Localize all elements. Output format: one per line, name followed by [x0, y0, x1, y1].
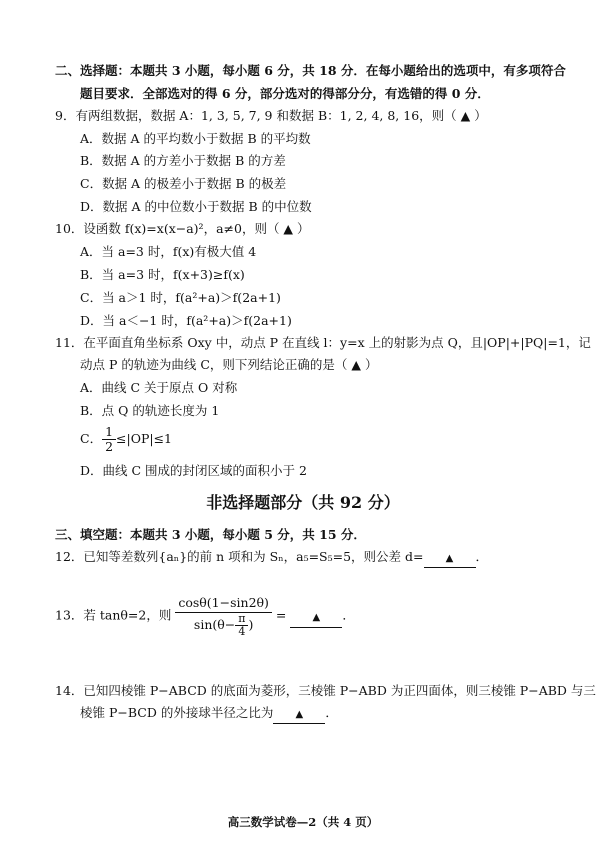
question-12 — [55, 549, 488, 568]
fraction-denominator: 2 — [105, 439, 114, 454]
section2-heading-line2: 题目要求．全部选对的得 6 分，部分选对的得部分分，有选错的得 0 分． — [80, 86, 490, 101]
denominator-post: ) — [248, 617, 254, 632]
option-text: ≤|OP|≤1 — [116, 431, 173, 446]
question-number: 11． — [55, 335, 84, 350]
page-footer: 高三数学试卷—2（共 4 页） — [227, 815, 379, 829]
question-stem: 已知等差数列{aₙ}的前 n 项和为 Sₙ，a₅=S₅=5，则公差 d= — [83, 549, 424, 564]
question-11 — [55, 335, 591, 351]
question-stem-line2: 动点 P 的轨迹为曲线 C，则下列结论正确的是（ ▲ ） — [80, 357, 378, 372]
question-number: 13． — [55, 607, 84, 623]
question-stem-line2: 棱锥 P−BCD 的外接球半径之比为 — [80, 705, 274, 720]
option-label: C． — [80, 431, 103, 446]
equals-sign: = — [275, 607, 287, 623]
question-end: ． — [475, 549, 489, 564]
q10-option-a: A．当 a=3 时，f(x)有极大值 4 — [80, 244, 257, 259]
question-stem-line1: 已知四棱锥 P−ABCD 的底面为菱形，三棱锥 P−ABD 为正四面体，则三棱锥 P−ABD 与三 — [83, 683, 596, 698]
question-9 — [55, 108, 487, 124]
part-title: 非选择题部分（共 92 分） — [206, 493, 400, 512]
q9-option-b: B．数据 A 的方差小于数据 B 的方差 — [80, 153, 286, 168]
question-number: 12． — [55, 549, 84, 564]
denominator-pre: sin(θ− — [193, 617, 236, 632]
pi-numerator: π — [238, 612, 246, 625]
q9-option-c: C．数据 A 的极差小于数据 B 的极差 — [80, 176, 287, 191]
q11-option-d: D．曲线 C 围成的封闭区域的面积小于 2 — [80, 463, 307, 478]
q10-option-c: C．当 a＞1 时，f(a²+a)＞f(2a+1) — [80, 290, 281, 305]
pi-fraction — [235, 613, 248, 638]
fraction — [102, 425, 116, 454]
answer-blank: ▲ — [273, 707, 325, 724]
question-number: 14． — [55, 683, 84, 698]
question-stem: 有两组数据，数据 A：1, 3, 5, 7, 9 和数据 B：1, 2, 4, 8, 16，则（ ▲ ） — [75, 108, 487, 123]
fraction-numerator: 1 — [105, 424, 114, 439]
question-stem: 设函数 f(x)=x(x−a)²，a≠0，则（ ▲ ） — [83, 221, 310, 236]
question-14 — [55, 683, 596, 699]
question-stem: 若 tanθ=2，则 — [83, 607, 172, 623]
q9-option-a: A．数据 A 的平均数小于数据 B 的平均数 — [80, 131, 311, 146]
section2-heading-line1: 二、选择题：本题共 3 小题，每小题 6 分，共 18 分．在每小题给出的选项中，有多项符合 — [55, 63, 566, 78]
answer-blank: ▲ — [290, 609, 342, 628]
question-stem-line1: 在平面直角坐标系 Oxy 中，动点 P 在直线 l：y=x 上的射影为点 Q，且|OP|+|PQ|=1，记 — [83, 335, 591, 350]
section3-heading: 三、填空题：本题共 3 小题，每小题 5 分，共 15 分． — [55, 527, 366, 542]
q10-option-b: B．当 a=3 时，f(x+3)≥f(x) — [80, 267, 245, 282]
question-10 — [55, 221, 310, 237]
question-end: ． — [325, 705, 338, 720]
q9-option-d: D．数据 A 的中位数小于数据 B 的中位数 — [80, 199, 312, 214]
fraction-denominator — [175, 613, 272, 638]
q11-option-b: B．点 Q 的轨迹长度为 1 — [80, 403, 220, 418]
q11-option-a: A．曲线 C 关于原点 O 对称 — [80, 380, 238, 395]
q10-option-d: D．当 a＜−1 时，f(a²+a)＞f(2a+1) — [80, 313, 292, 328]
fraction-numerator: cosθ(1−sin2θ) — [178, 595, 269, 610]
pi-denominator: 4 — [238, 625, 246, 638]
question-13 — [55, 594, 355, 638]
q11-option-c — [80, 425, 172, 454]
question-end: ． — [342, 607, 355, 623]
question-number: 9． — [55, 108, 76, 123]
expression-fraction — [175, 594, 272, 638]
answer-blank: ▲ — [424, 551, 476, 568]
question-number: 10． — [55, 221, 84, 236]
question-14-line2 — [80, 705, 338, 724]
